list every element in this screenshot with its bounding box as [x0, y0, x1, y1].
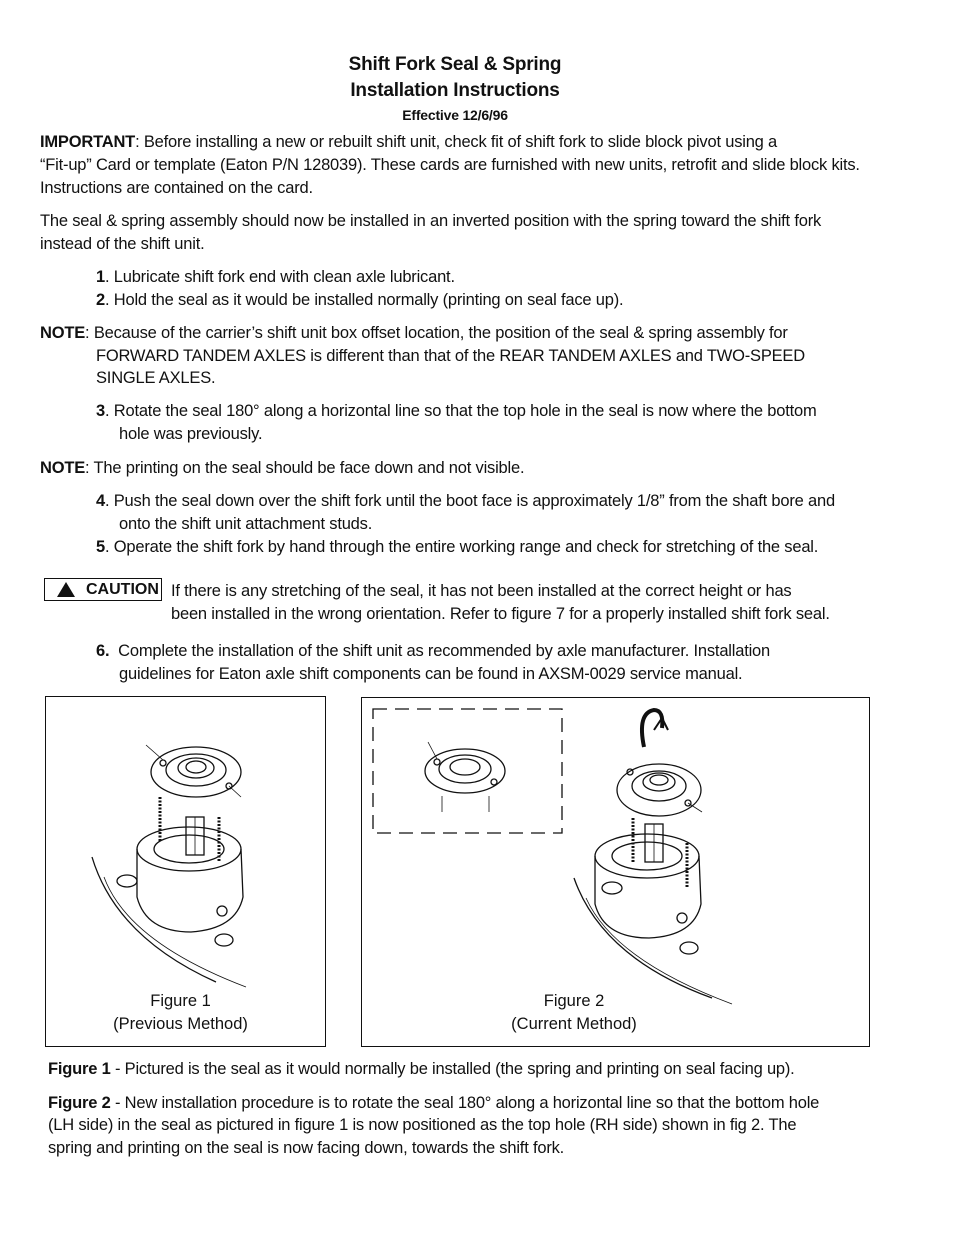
step-4-line-2: onto the shift unit attachment studs.: [119, 515, 373, 533]
effective-date: Effective 12/6/96: [402, 107, 508, 123]
figure-1: [45, 696, 326, 1047]
warning-triangle-icon: [57, 582, 75, 597]
note-2: NOTE: The printing on the seal should be face down and not visible.: [40, 459, 525, 477]
title-line-1: Shift Fork Seal & Spring: [348, 54, 562, 75]
note-1-line-1: NOTE: Because of the carrier’s shift unit box offset location, the position of the seal & spring assembly for: [40, 324, 788, 342]
caution-badge: [44, 578, 162, 601]
figure-2-caption: Figure 2 (Current Method): [511, 992, 637, 1033]
step-3-line-2: hole was previously.: [119, 425, 263, 443]
figure-2-note-line-1: Figure 2 - New installation procedure is to rotate the seal 180° along a horizontal line so that the bottom hole: [48, 1094, 820, 1112]
intro-line-2: instead of the shift unit.: [40, 235, 205, 253]
important-line-2: “Fit-up” Card or template (Eaton P/N 128039). These cards are furnished with new units, retrofit and slide block kits.: [40, 156, 860, 174]
title-line-2: Installation Instructions: [350, 80, 560, 101]
step-6-line-1: 6. Complete the installation of the shift unit as recommended by axle manufacturer. Installation: [96, 642, 771, 660]
step-5: 5. Operate the shift fork by hand through the entire working range and check for stretching of the seal.: [96, 538, 819, 556]
figure-1-caption: Figure 1 (Previous Method): [113, 992, 248, 1033]
caution-line-2: been installed in the wrong orientation. Refer to figure 7 for a properly installed shift fork seal.: [171, 605, 830, 623]
caution-line-1: If there is any stretching of the seal, it has not been installed at the correct height or has: [171, 582, 792, 600]
figure-2: [361, 697, 870, 1047]
step-3-line-1: 3. Rotate the seal 180° along a horizontal line so that the top hole in the seal is now where the bottom: [96, 402, 817, 420]
step-2: 2. Hold the seal as it would be installed normally (printing on seal face up).: [96, 291, 624, 309]
figure-2-note-line-3: spring and printing on the seal is now facing down, towards the shift fork.: [48, 1139, 565, 1157]
note-2-label: NOTE: [40, 459, 86, 477]
figure-2-note-line-2: (LH side) in the seal as pictured in figure 1 is now positioned as the top hole (RH side) shown in fig 2. The: [48, 1116, 797, 1134]
caution-label: CAUTION: [86, 581, 159, 598]
important-line-1: IMPORTANT: Before installing a new or rebuilt shift unit, check fit of shift fork to slide block pivot using a: [40, 133, 778, 151]
important-label: IMPORTANT: [40, 133, 136, 151]
step-1: 1. Lubricate shift fork end with clean axle lubricant.: [96, 268, 455, 286]
note-1-line-3: SINGLE AXLES.: [96, 369, 216, 387]
note-1-label: NOTE: [40, 324, 86, 342]
important-line-3: Instructions are contained on the card.: [40, 179, 313, 197]
step-6-line-2: guidelines for Eaton axle shift components can be found in AXSM-0029 service manual.: [119, 665, 743, 683]
figure-1-note: Figure 1 - Pictured is the seal as it would normally be installed (the spring and printing on seal facing up).: [48, 1060, 795, 1078]
intro-line-1: The seal & spring assembly should now be installed in an inverted position with the spring toward the shift fork: [40, 212, 822, 230]
note-1-line-2: FORWARD TANDEM AXLES is different than that of the REAR TANDEM AXLES and TWO-SPEED: [96, 347, 805, 365]
step-4-line-1: 4. Push the seal down over the shift fork until the boot face is approximately 1/8” from the shaft bore and: [96, 492, 835, 510]
